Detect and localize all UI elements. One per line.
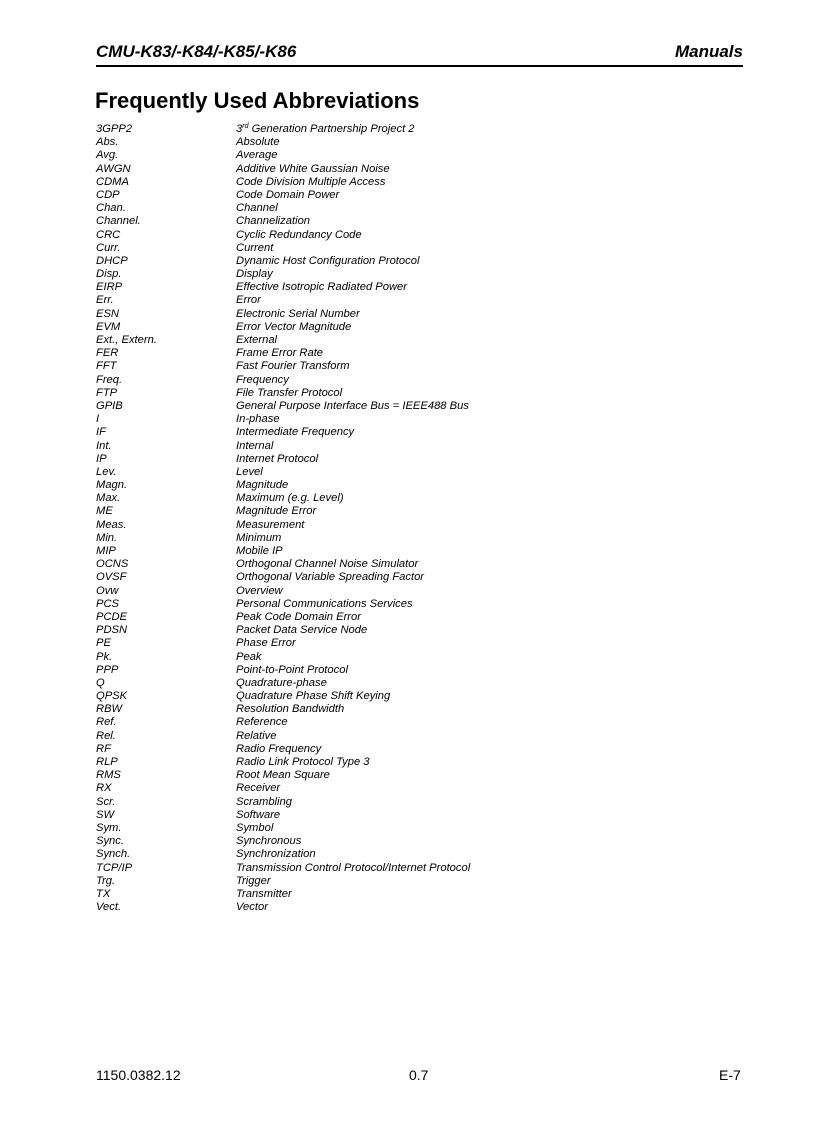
abbreviation-row [96,268,696,281]
abbreviation-definition: Measurement [236,518,305,531]
abbreviation-row [96,848,696,861]
abbreviation-definition [236,123,415,136]
abbreviation-row [96,334,696,347]
abbreviation-definition: Mobile IP [236,545,283,557]
abbreviation-definition: Error [236,294,261,307]
abbreviation-row [96,835,696,848]
abbreviation-term: EIRP [96,281,123,294]
abbreviation-definition: Personal Communications Services [236,597,413,610]
abbreviation-term: FFT [96,360,117,373]
abbreviation-row [96,624,696,637]
abbreviation-definition: Channel [236,202,278,215]
abbreviation-definition: File Transfer Protocol [236,386,343,399]
abbreviation-row [96,730,696,743]
abbreviation-term: PPP [96,663,119,676]
abbreviation-row [96,571,696,584]
abbreviation-term: RF [96,742,111,755]
abbreviation-definition: Intermediate Frequency [236,426,355,439]
abbreviation-definition: Trigger [236,874,271,887]
abbreviation-term: DHCP [96,254,128,267]
abbreviation-term: PE [96,637,111,650]
header-section-name: Manuals [674,42,743,61]
abbreviation-term: I [96,413,100,426]
abbreviation-definition: Quadrature Phase Shift Keying [236,690,391,703]
abbreviation-row [96,479,696,492]
abbreviation-term: CDP [96,188,120,201]
abbreviation-term: Vect. [96,901,122,914]
abbreviation-row [96,875,696,888]
abbreviation-row [96,743,696,756]
abbreviation-term: PCS [96,597,120,610]
abbreviation-definition: Code Division Multiple Access [236,175,386,188]
abbreviation-term: FTP [96,386,118,399]
abbreviation-row [96,123,696,136]
abbreviation-definition: Error Vector Magnitude [236,320,352,333]
abbreviation-term: Max. [96,492,121,505]
abbreviation-definition: Reference [236,716,288,729]
abbreviation-definition: Channelization [236,215,311,228]
abbreviation-row [96,294,696,307]
abbreviation-definition: General Purpose Interface Bus = IEEE488 Bus [236,399,469,412]
abbreviation-definition: Quadrature-phase [236,676,327,689]
abbreviation-row [96,598,696,611]
abbreviation-definition: Effective Isotropic Radiated Power [236,281,408,294]
abbreviation-definition: Internal [236,439,274,452]
footer-version: 0.7 [409,1067,429,1083]
abbreviation-definition: Internet Protocol [236,452,319,465]
abbreviation-row [96,255,696,268]
abbreviation-row [96,716,696,729]
abbreviation-term: Q [96,676,105,689]
header-product-name: CMU-K83/-K84/-K85/-K86 [96,42,297,61]
abbreviation-row [96,769,696,782]
abbreviation-definition: Root Mean Square [236,769,330,782]
abbreviation-term: Abs. [96,136,119,149]
abbreviation-term: GPIB [96,399,123,412]
abbreviation-term: Trg. [96,874,116,887]
abbreviation-definition: Radio Frequency [236,742,322,755]
abbreviation-row [96,782,696,795]
abbreviation-row [96,440,696,453]
footer-document-number: 1150.0382.12 [96,1067,181,1083]
abbreviation-row [96,664,696,677]
abbreviation-definition: Phase Error [236,637,296,650]
page-title: Frequently Used Abbreviations [95,88,420,113]
abbreviation-term: ME [96,505,113,518]
abbreviation-term: Curr. [96,241,121,254]
abbreviation-term: Err. [96,294,114,307]
abbreviation-term: RX [96,782,112,795]
abbreviation-row [96,690,696,703]
abbreviation-term: TX [96,887,111,900]
abbreviation-row [96,202,696,215]
abbreviation-definition: Transmitter [236,887,292,900]
abbreviation-row [96,466,696,479]
abbreviation-row [96,189,696,202]
abbreviation-definition: External [236,334,278,346]
abbreviation-definition: Transmission Control Protocol/Internet Protocol [236,861,471,874]
abbreviation-row [96,532,696,545]
abbreviation-row [96,176,696,189]
abbreviation-definition: Scrambling [236,795,292,808]
page-header [96,40,743,67]
definition-prefix: 3 [236,123,243,135]
abbreviation-row [96,677,696,690]
abbreviation-term: EVM [96,320,121,333]
abbreviation-definition: Vector [236,901,268,914]
abbreviation-definition: Resolution Bandwidth [236,703,345,716]
abbreviation-term: Min. [96,531,118,544]
footer-page-number: E-7 [719,1067,741,1083]
abbreviation-term: CRC [96,228,121,241]
abbreviation-definition: In-phase [236,413,280,426]
abbreviation-row [96,308,696,321]
abbreviation-term: IF [96,426,106,439]
abbreviation-row [96,637,696,650]
abbreviation-term: PCDE [96,610,128,623]
abbreviation-row [96,888,696,901]
abbreviation-term: QPSK [96,690,128,703]
abbreviation-definition: Point-to-Point Protocol [236,663,348,676]
abbreviation-row [96,426,696,439]
abbreviation-row [96,229,696,242]
definition-suffix: Generation Partnership Project 2 [248,123,415,135]
abbreviation-definition: Relative [236,729,277,742]
abbreviation-term: Ext., Extern. [96,334,157,346]
abbreviation-row [96,585,696,598]
abbreviation-row [96,558,696,571]
abbreviation-term: Sync. [96,835,124,848]
abbreviation-row [96,163,696,176]
abbreviation-definition: Magnitude Error [236,505,317,518]
abbreviation-definition: Absolute [236,136,280,149]
abbreviation-definition: Minimum [236,531,282,544]
abbreviation-row [96,360,696,373]
abbreviation-definition: Maximum (e.g. Level) [236,492,344,505]
abbreviation-definition: Electronic Serial Number [236,307,360,320]
abbreviation-definition: Peak Code Domain Error [236,610,361,623]
abbreviation-term: Sym. [96,821,122,834]
abbreviation-definition: Magnitude [236,479,289,492]
abbreviation-row [96,822,696,835]
abbreviation-row [96,374,696,387]
abbreviation-term: FER [96,347,119,360]
abbreviation-definition: Additive White Gaussian Noise [236,162,390,175]
abbreviation-row [96,651,696,664]
abbreviation-definition: Overview [236,584,283,597]
abbreviation-row [96,901,696,914]
abbreviation-row [96,281,696,294]
abbreviation-row [96,387,696,400]
abbreviation-row [96,703,696,716]
abbreviation-term: Ref. [96,716,117,729]
abbreviation-definition: Level [236,465,263,478]
abbreviation-term: Pk. [96,650,113,663]
abbreviation-term: AWGN [96,162,131,175]
abbreviation-term: Freq. [96,373,123,386]
abbreviation-definition: Receiver [236,782,281,795]
definition-superscript: rd [242,123,249,130]
abbreviation-definition: Symbol [236,821,274,834]
abbreviation-definition: Cyclic Redundancy Code [236,228,362,241]
abbreviation-definition: Frame Error Rate [236,347,324,360]
abbreviation-definition: Packet Data Service Node [236,624,368,637]
abbreviation-row [96,136,696,149]
abbreviation-term: IP [96,452,107,465]
abbreviation-definition: Code Domain Power [236,188,340,201]
abbreviation-list [96,123,696,914]
abbreviation-row [96,347,696,360]
abbreviation-row [96,453,696,466]
abbreviation-term: Chan. [96,202,126,215]
abbreviation-row [96,809,696,822]
abbreviation-definition: Orthogonal Channel Noise Simulator [236,558,419,571]
abbreviation-row [96,519,696,532]
abbreviation-row [96,505,696,518]
abbreviation-definition: Display [236,268,273,281]
abbreviation-definition: Orthogonal Variable Spreading Factor [236,571,425,584]
abbreviation-definition: Average [236,149,278,162]
abbreviation-row [96,611,696,624]
abbreviation-row [96,545,696,558]
abbreviation-row [96,215,696,228]
abbreviation-term: SW [96,808,115,821]
abbreviation-definition: Radio Link Protocol Type 3 [236,756,370,768]
abbreviation-row [96,862,696,875]
abbreviation-row [96,242,696,255]
abbreviation-term: Meas. [96,518,127,531]
abbreviation-term: RLP [96,756,118,768]
abbreviation-term: Rel. [96,729,116,742]
abbreviation-row [96,492,696,505]
abbreviation-term: RMS [96,769,121,782]
abbreviation-term: RBW [96,703,123,716]
abbreviation-term: Avg. [96,149,119,162]
abbreviation-term: Magn. [96,479,128,492]
abbreviation-row [96,149,696,162]
abbreviation-term: MIP [96,545,116,557]
abbreviation-definition: Current [236,241,274,254]
abbreviation-definition: Synchronous [236,835,302,848]
abbreviation-term: PDSN [96,624,128,637]
abbreviation-term: Disp. [96,268,122,281]
abbreviation-definition: Synchronization [236,848,316,861]
abbreviation-definition: Dynamic Host Configuration Protocol [236,254,420,267]
abbreviation-row [96,756,696,769]
abbreviation-term: CDMA [96,175,129,188]
abbreviation-term: Channel. [96,215,141,228]
abbreviation-term: 3GPP2 [96,123,133,135]
abbreviation-row [96,400,696,413]
abbreviation-row [96,796,696,809]
abbreviation-definition: Fast Fourier Transform [236,360,350,373]
abbreviation-term: Int. [96,439,112,452]
abbreviation-term: Scr. [96,795,116,808]
abbreviation-row [96,413,696,426]
abbreviation-term: TCP/IP [96,861,133,874]
abbreviation-row [96,321,696,334]
abbreviation-definition: Frequency [236,373,289,386]
abbreviation-term: OCNS [96,558,129,571]
abbreviation-term: Lev. [96,465,117,478]
abbreviation-term: OVSF [96,571,127,584]
abbreviation-term: Ovw [96,584,119,597]
abbreviation-term: ESN [96,307,120,320]
abbreviation-definition: Peak [236,650,262,663]
abbreviation-term: Synch. [96,848,131,861]
abbreviation-definition: Software [236,808,281,821]
